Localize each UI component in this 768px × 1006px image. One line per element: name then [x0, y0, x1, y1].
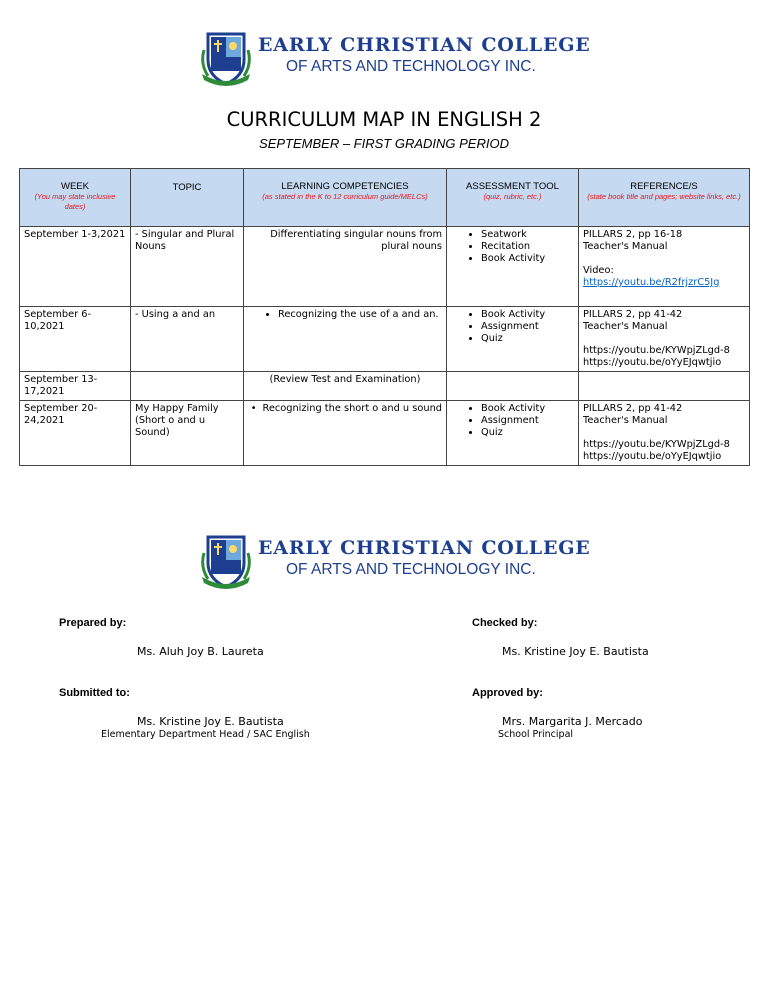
school-crest-icon [200, 533, 252, 591]
logo-college-subname: OF ARTS AND TECHNOLOGY INC. [286, 561, 536, 578]
cell-references [579, 307, 750, 372]
cell-references [579, 372, 750, 401]
cell-week: September 1-3,2021 [20, 227, 131, 307]
reference-link: https://youtu.be/oYyEJqwtjio [583, 357, 722, 368]
page-subtitle: SEPTEMBER – FIRST GRADING PERIOD [259, 136, 509, 151]
submitted-to-role: Elementary Department Head / SAC English [101, 729, 310, 740]
reference-line: Video: [583, 265, 614, 276]
submitted-to-label: Submitted to: [59, 687, 130, 699]
assessment-item: • Book Activity [481, 309, 574, 321]
cell-topic: - Using a and an [131, 307, 244, 372]
approved-by-name: Mrs. Margarita J. Mercado [502, 715, 643, 728]
cell-topic [131, 372, 244, 401]
cell-week: September 13-17,2021 [20, 372, 131, 401]
cell-competency: (Review Test and Examination) [244, 372, 447, 401]
approved-by-role: School Principal [498, 729, 574, 740]
page-title: CURRICULUM MAP IN ENGLISH 2 [226, 108, 542, 131]
assessment-item: • Assignment [481, 415, 574, 427]
table-header-row [20, 169, 750, 227]
video-link[interactable]: https://youtu.be/R2frjzrC5Jg [583, 277, 720, 288]
school-logo-top [200, 30, 591, 88]
reference-line: Teacher's Manual [583, 241, 668, 252]
curriculum-table [19, 168, 750, 466]
reference-line: PILLARS 2, pp 41-42 [583, 309, 683, 320]
column-header-week: WEEK (You may state inclusive dates) [20, 169, 131, 227]
reference-line: PILLARS 2, pp 16-18 [583, 229, 683, 240]
approved-by-label: Approved by: [472, 687, 543, 699]
school-logo-bottom [200, 533, 591, 591]
submitted-to-name: Ms. Kristine Joy E. Bautista [137, 715, 284, 728]
assessment-item: • Seatwork [481, 229, 574, 241]
school-crest-icon [200, 30, 252, 88]
cell-week: September 20-24,2021 [20, 401, 131, 466]
table-row [20, 372, 750, 401]
assessment-item: • Quiz [481, 333, 574, 345]
table-row [20, 307, 750, 372]
assessment-item: • Book Activity [481, 403, 574, 415]
assessment-item: • Assignment [481, 321, 574, 333]
cell-assessment [447, 227, 579, 307]
cell-competency: Differentiating singular nouns from plural nouns [244, 227, 447, 307]
reference-link: https://youtu.be/KYWpjZLgd-8 [583, 439, 730, 450]
cell-assessment [447, 307, 579, 372]
cell-references [579, 401, 750, 466]
assessment-item: • Recitation [481, 241, 574, 253]
table-row [20, 401, 750, 466]
cell-references [579, 227, 750, 307]
checked-by-label: Checked by: [472, 617, 538, 629]
checked-by-name: Ms. Kristine Joy E. Bautista [502, 645, 649, 658]
assessment-item: • Book Activity [481, 253, 574, 265]
cell-week: September 6-10,2021 [20, 307, 131, 372]
cell-competency: • Recognizing the short o and u sound [244, 401, 447, 466]
reference-line: Teacher's Manual [583, 415, 668, 426]
logo-college-name: EARLY CHRISTIAN COLLEGE [258, 34, 591, 56]
cell-assessment [447, 401, 579, 466]
logo-college-name: EARLY CHRISTIAN COLLEGE [258, 537, 591, 559]
cell-assessment [447, 372, 579, 401]
reference-link: https://youtu.be/KYWpjZLgd-8 [583, 345, 730, 356]
column-header-competencies: LEARNING COMPETENCIES (as stated in the K to 12 curriculum guide/MELCs) [244, 169, 447, 227]
column-header-references: REFERENCE/S (state book title and pages; website links, etc.) [579, 169, 750, 227]
prepared-by-label: Prepared by: [59, 617, 127, 629]
reference-line: PILLARS 2, pp 41-42 [583, 403, 683, 414]
table-row [20, 227, 750, 307]
column-header-assessment: ASSESSMENT TOOL (quiz, rubric, etc.) [447, 169, 579, 227]
prepared-by-name: Ms. Aluh Joy B. Laureta [137, 645, 264, 658]
reference-line: Teacher's Manual [583, 321, 668, 332]
column-header-topic: TOPIC [131, 169, 244, 227]
logo-college-subname: OF ARTS AND TECHNOLOGY INC. [286, 58, 536, 75]
reference-link: https://youtu.be/oYyEJqwtjio [583, 451, 722, 462]
cell-topic: - Singular and Plural Nouns [131, 227, 244, 307]
cell-topic: My Happy Family (Short o and u Sound) [131, 401, 244, 466]
cell-competency: • Recognizing the use of a and an. [244, 307, 447, 372]
assessment-item: • Quiz [481, 427, 574, 439]
